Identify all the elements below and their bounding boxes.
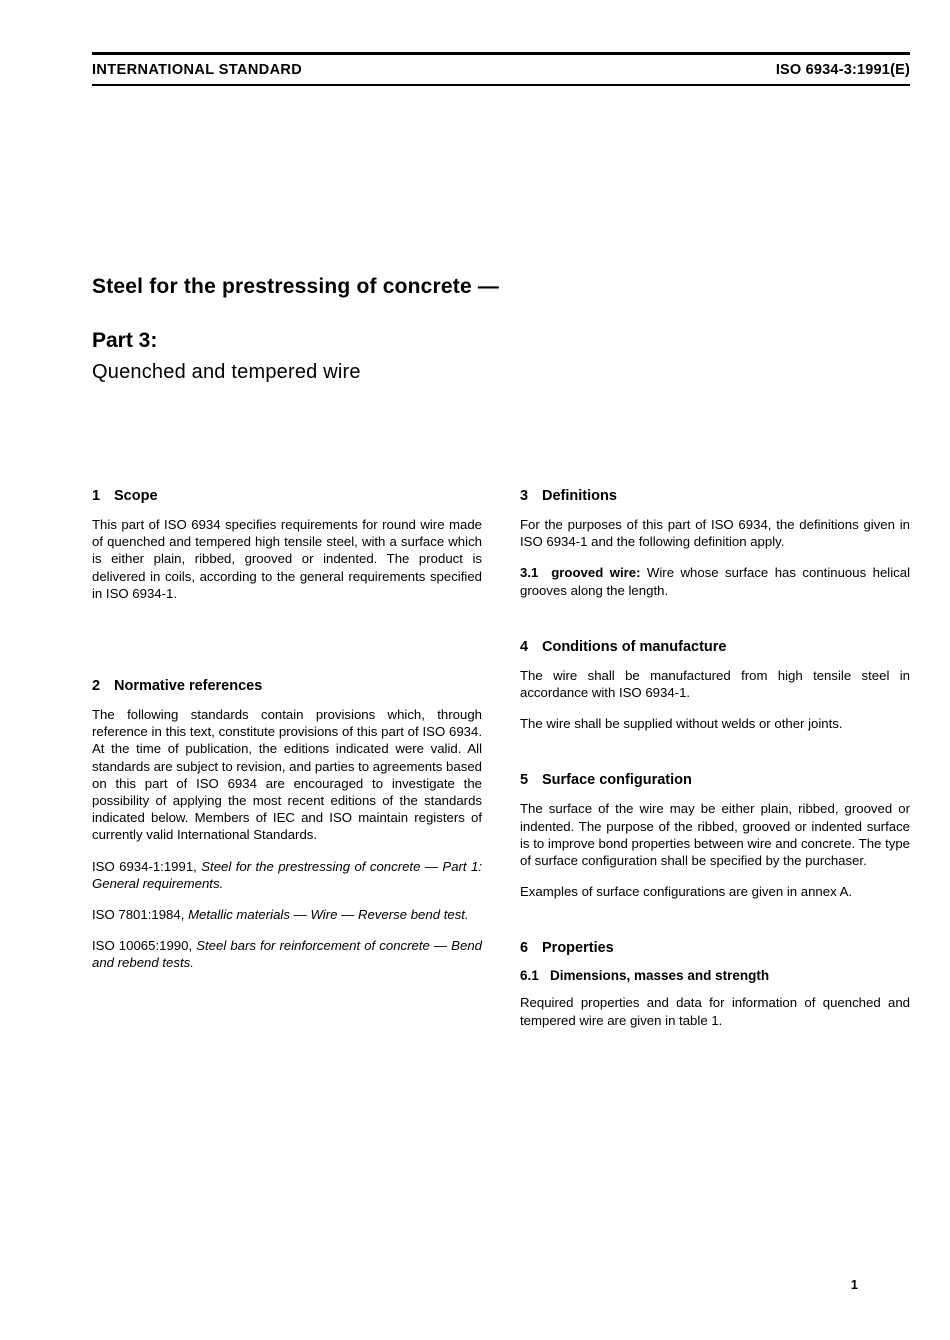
scope-paragraph: This part of ISO 6934 specifies requirements for round wire made of quenched and tempered high tensile steel, with a surface which is either plain, ribbed, grooved or indented. The product is delivered in coils, according to the general requirements specified in ISO 6934-1. [92, 517, 482, 601]
normative-references-paragraph: The following standards contain provisions which, through reference in this text, constitute provisions of this part of ISO 6934. At the time of publication, the editions indicated were valid. All standards are subject to revision, and parties to agreements based on this part of ISO 6934 are encouraged to investigate the possibility of applying the most recent editions of the standards indicated below. Members of IEC and ISO maintain registers of currently valid International Standards. [92, 707, 482, 843]
header-rule-bottom [92, 84, 910, 86]
spacer [520, 746, 910, 772]
section-heading-conditions-of-manufacture [520, 639, 910, 655]
conditions-paragraph-2: The wire shall be supplied without welds or other joints. [520, 716, 843, 732]
subsection-title-dimensions: Dimensions, masses and strength [550, 968, 770, 984]
definition-term: grooved wire: [551, 565, 641, 581]
page-title: Steel for the prestressing of concrete — [92, 275, 500, 298]
reference-title: Steel for the prestressing of concrete — Part 1: General requirements. [92, 858, 482, 891]
section-title-definitions: Definitions [542, 488, 617, 504]
reference-code: ISO 7801:1984, [92, 907, 189, 923]
section-heading-definitions [520, 488, 910, 504]
section-title-conditions-of-manufacture: Conditions of manufacture [542, 638, 727, 655]
section-number-properties: 6 [520, 940, 529, 957]
subsection-heading-dimensions [520, 968, 910, 983]
section-title-scope: Scope [114, 488, 158, 504]
reference-title: Steel bars for reinforcement of concrete — Bend and rebend tests. [92, 938, 482, 971]
definitions-paragraph: For the purposes of this part of ISO 6934, the definitions given in ISO 6934-1 and the following definition apply. [520, 517, 910, 550]
part-label: Part 3: [92, 329, 158, 352]
properties-paragraph: Required properties and data for information of quenched and tempered wire are given in table 1. [520, 995, 910, 1028]
section-title-properties: Properties [542, 940, 614, 957]
section-number-scope: 1 [92, 488, 101, 504]
reference-title: Metallic materials — Wire — Reverse bend test. [188, 907, 469, 923]
spacer [92, 616, 482, 678]
reference-entry [92, 906, 482, 923]
header-standard-label: INTERNATIONAL STANDARD [92, 62, 303, 78]
column-right [520, 488, 910, 1029]
conditions-paragraph-1: The wire shall be manufactured from high tensile steel in accordance with ISO 6934-1. [520, 667, 910, 701]
section-title-surface-configuration: Surface configuration [542, 772, 692, 789]
surface-configuration-paragraph-1: The surface of the wire may be either plain, ribbed, grooved or indented. The purpose of the ribbed, grooved or indented surface is to improve bond properties between wire and concrete. The type of surface configuration shall be specified by the purchaser. [520, 801, 910, 869]
reference-code: ISO 6934-1:1991, [92, 858, 202, 874]
subsection-number-dimensions: 6.1 [520, 968, 539, 984]
header-document-number: ISO 6934-3:1991(E) [775, 62, 910, 78]
surface-configuration-paragraph-2: Examples of surface configurations are given in annex A. [520, 884, 853, 900]
section-heading-scope [92, 488, 482, 504]
column-left [92, 488, 482, 972]
part-subtitle: Quenched and tempered wire [92, 361, 361, 383]
page-number: 1 [850, 1277, 858, 1292]
section-number-definitions: 3 [520, 488, 529, 504]
reference-entry [92, 937, 482, 971]
header-row [92, 55, 910, 84]
definition-number: 3.1 [520, 565, 539, 581]
section-heading-properties [520, 940, 910, 956]
section-number-conditions-of-manufacture: 4 [520, 638, 529, 655]
page-header [92, 52, 910, 86]
definition-text: Wire whose surface has continuous helical grooves along the length. [520, 565, 911, 598]
section-number-surface-configuration: 5 [520, 772, 529, 789]
spacer [520, 613, 910, 639]
reference-code: ISO 10065:1990, [92, 938, 197, 954]
title-block [92, 275, 612, 384]
spacer [520, 914, 910, 940]
reference-entry [92, 858, 482, 892]
section-title-normative-references: Normative references [114, 678, 263, 695]
section-number-normative-references: 2 [92, 678, 101, 695]
section-heading-normative-references [92, 678, 482, 694]
definition-entry-grooved-wire [520, 564, 910, 598]
section-heading-surface-configuration [520, 772, 910, 788]
